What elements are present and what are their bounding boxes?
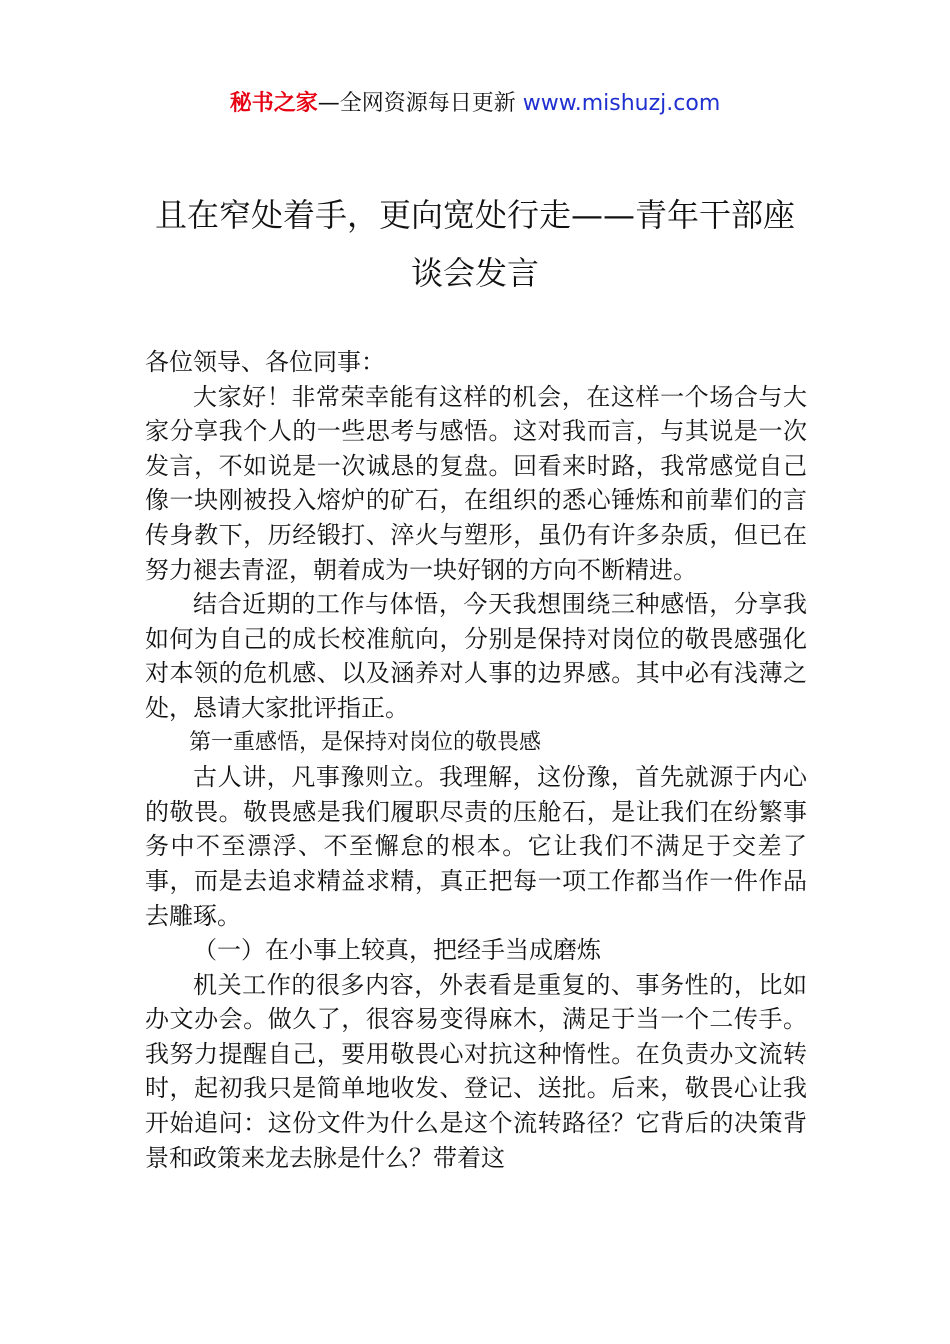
site-url-link[interactable]: www.mishuzj.com bbox=[522, 91, 721, 116]
site-banner bbox=[0, 88, 950, 120]
salutation: 各位领导、各位同事： bbox=[145, 348, 385, 376]
brand-name: 秘书之家 bbox=[229, 91, 318, 116]
paragraph: 机关工作的很多内容，外表看是重复的、事务性的，比如办文办会。做久了，很容易变得麻木，满足于当一个二传手。我努力提醒自己，要用敬畏心对抗这种惰性。在负责办文流转时，起初我只是简单地收发、登记、送批。后来，敬畏心让我开始追问：这份文件为什么是这个流转路径？它背后的决策背景和政策来龙去脉是什么？带着这 bbox=[145, 970, 807, 1172]
paragraph: 大家好！非常荣幸能有这样的机会，在这样一个场合与大家分享我个人的一些思考与感悟。这对我而言，与其说是一次发言，不如说是一次诚恳的复盘。回看来时路，我常感觉自己像一块刚被投入熔炉的矿石，在组织的悉心锤炼和前辈们的言传身教下，历经锻打、淬火与塑形，虽仍有许多杂质，但已在努力褪去青涩，朝着成为一块好钢的方向不断精进。 bbox=[145, 382, 807, 584]
banner-tagline: —全网资源每日更新 bbox=[317, 91, 523, 116]
paragraph: 古人讲，凡事豫则立。我理解，这份豫，首先就源于内心的敬畏。敬畏感是我们履职尽责的压舱石，是让我们在纷繁事务中不至漂浮、不至懈怠的根本。它让我们不满足于交差了事，而是去追求精益求精，真正把每一项工作都当作一件作品去雕琢。 bbox=[145, 763, 807, 930]
document-body bbox=[145, 345, 807, 1175]
document-title: 且在窄处着手，更向宽处行走——青年干部座谈会发言 bbox=[154, 196, 795, 292]
subsection-heading: （一）在小事上较真，把经手当成磨炼 bbox=[193, 936, 601, 965]
section-heading: 第一重感悟，是保持对岗位的敬畏感 bbox=[189, 729, 542, 755]
paragraph: 结合近期的工作与体悟，今天我想围绕三种感悟，分享我如何为自己的成长校准航向，分别是保持对岗位的敬畏感强化对本领的危机感、以及涵养对人事的边界感。其中必有浅薄之处，恳请大家批评指正。 bbox=[145, 590, 807, 722]
